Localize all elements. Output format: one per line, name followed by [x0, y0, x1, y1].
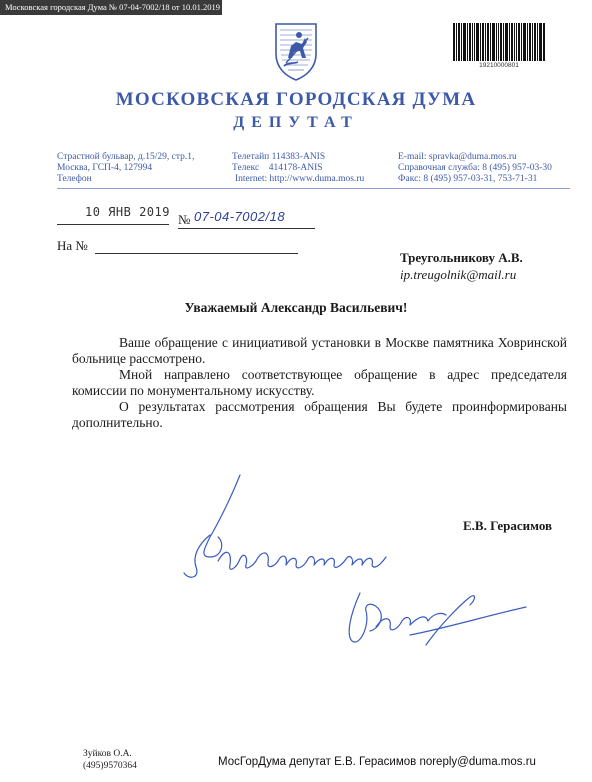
date-underline — [57, 224, 169, 225]
recipient-name: Треугольникову А.В. — [400, 250, 523, 265]
email-footer-note: МосГорДума депутат Е.В. Герасимов noreply@duma.mos.ru — [218, 756, 536, 768]
role-title: ДЕПУТАТ — [233, 114, 359, 131]
teletype-line: Телетайп 114383-ANIS — [232, 152, 326, 162]
moscow-coat-of-arms-icon — [272, 18, 320, 82]
info-service-line: Справочная служба: 8 (495) 957-03-30 — [398, 163, 552, 173]
executor-block — [83, 748, 137, 772]
barcode — [453, 23, 545, 61]
date-stamp: 10 ЯНВ 2019 — [85, 205, 170, 219]
paragraph: О результатах рассмотрения обращения Вы будете проинформированы дополнительно. — [72, 399, 567, 430]
barcode-number: 19210000801 — [479, 62, 519, 69]
document-reference-bar: Московская городская Дума № 07-04-7002/18 от 10.01.2019 — [0, 0, 222, 15]
fax-line: Факс: 8 (495) 957-03-31, 753-71-31 — [398, 174, 538, 184]
signer-name: Е.В. Герасимов — [463, 518, 553, 533]
executor-name: Зуйков О.А. — [83, 749, 132, 759]
paragraph: Ваше обращение с инициативой установки в Москве памятника Ховринской больнице рассмотрено. — [72, 335, 567, 366]
number-underline — [178, 228, 315, 229]
address-line: Страстной бульвар, д.15/29, стр.1, — [57, 152, 195, 162]
email-link[interactable]: E-mail: spravka@duma.mos.ru — [398, 152, 517, 162]
header-divider — [57, 188, 570, 189]
services-block — [398, 152, 552, 185]
reply-to-label: На № — [57, 238, 88, 253]
telecom-block — [232, 152, 364, 185]
executor-phone: (495)9570364 — [83, 761, 137, 771]
internet-link[interactable]: Internet: http://www.duma.mos.ru — [235, 174, 365, 184]
address-block — [57, 152, 194, 185]
organization-name: МОСКОВСКАЯ ГОРОДСКАЯ ДУМА — [115, 89, 477, 110]
reply-to-underline — [95, 253, 298, 254]
telex-line: Телекс 414178-ANIS — [232, 163, 323, 173]
address-line: Телефон — [57, 174, 92, 184]
greeting: Уважаемый Александр Васильевич! — [184, 300, 408, 315]
handwritten-signature — [170, 465, 540, 685]
paragraph: Мной направлено соответствующее обращение в адрес председателя комиссии по монументальному искусству. — [72, 367, 567, 398]
letter-body — [72, 335, 567, 431]
registration-number: 07-04-7002/18 — [194, 209, 286, 224]
address-line: Москва, ГСП-4, 127994 — [57, 163, 153, 173]
number-prefix: № — [178, 212, 191, 227]
recipient-email[interactable]: ip.treugolnik@mail.ru — [400, 267, 517, 282]
